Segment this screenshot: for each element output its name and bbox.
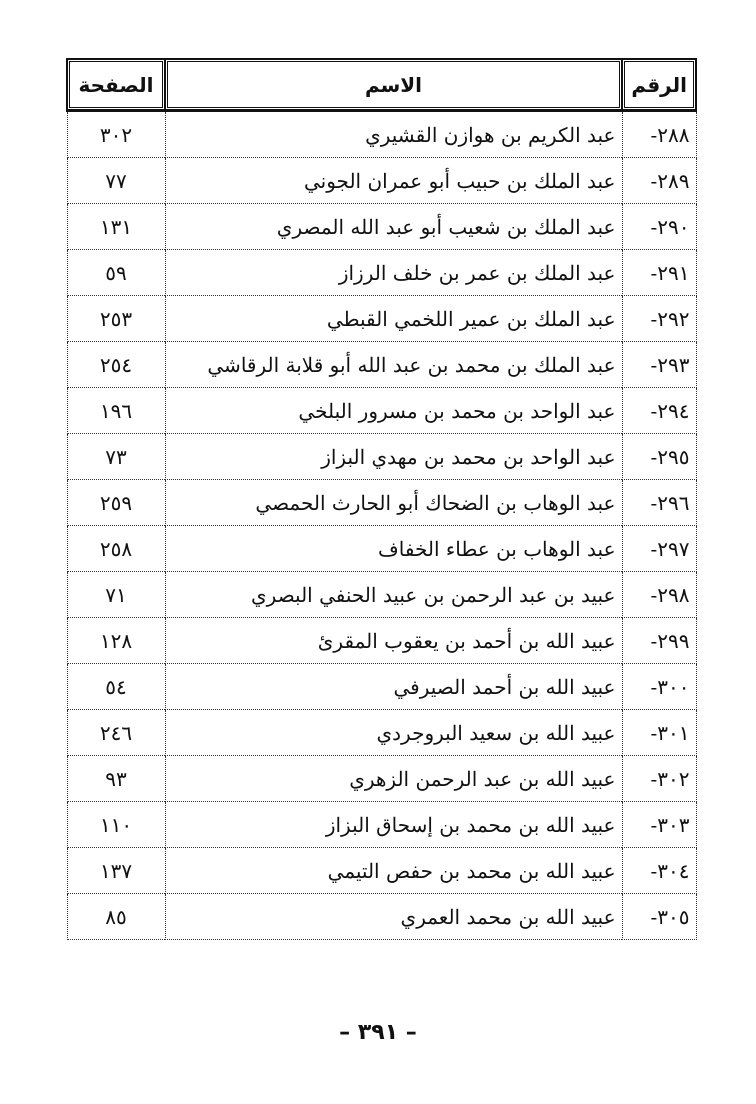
entry-page: ٢٥٣: [67, 296, 165, 342]
entry-name: عبد الملك بن عمر بن خلف الرزاز: [165, 250, 622, 296]
table-row: [67, 572, 696, 618]
entry-name: عبد الواحد بن محمد بن مسرور البلخي: [165, 388, 622, 434]
header-row: [67, 59, 696, 111]
entry-page: ١٩٦: [67, 388, 165, 434]
table-row: [67, 664, 696, 710]
table-row: [67, 802, 696, 848]
header-name: الاسم: [165, 59, 622, 111]
table-row: [67, 756, 696, 802]
entry-number: ٢٩٥-: [622, 434, 696, 480]
entry-number: ٣٠٠-: [622, 664, 696, 710]
entry-name: عبيد الله بن محمد بن إسحاق البزاز: [165, 802, 622, 848]
entry-name: عبيد الله بن محمد العمري: [165, 894, 622, 940]
table-body: [67, 111, 696, 940]
entry-page: ٧١: [67, 572, 165, 618]
entry-page: ١٢٨: [67, 618, 165, 664]
entry-name: عبيد الله بن أحمد الصيرفي: [165, 664, 622, 710]
header-number: الرقم: [622, 59, 696, 111]
entry-number: ٢٩٣-: [622, 342, 696, 388]
entry-number: ٢٨٩-: [622, 158, 696, 204]
table-row: [67, 480, 696, 526]
table-row: [67, 848, 696, 894]
entry-number: ٣٠٣-: [622, 802, 696, 848]
entry-number: ٣٠٥-: [622, 894, 696, 940]
names-index-table: [66, 58, 697, 940]
entry-page: ١٣٧: [67, 848, 165, 894]
entry-number: ٢٩٧-: [622, 526, 696, 572]
entry-page: ٨٥: [67, 894, 165, 940]
entry-number: ٢٩٤-: [622, 388, 696, 434]
entry-name: عبد الملك بن شعيب أبو عبد الله المصري: [165, 204, 622, 250]
entry-name: عبد الوهاب بن عطاء الخفاف: [165, 526, 622, 572]
table-row: [67, 342, 696, 388]
entry-page: ٢٤٦: [67, 710, 165, 756]
entry-number: ٣٠٤-: [622, 848, 696, 894]
entry-number: ٣٠١-: [622, 710, 696, 756]
table-row: [67, 894, 696, 940]
table-row: [67, 296, 696, 342]
entry-number: ٢٩١-: [622, 250, 696, 296]
page-number-footer: – ٣٩١ –: [339, 1020, 417, 1045]
entry-page: ٢٥٤: [67, 342, 165, 388]
table-row: [67, 618, 696, 664]
entry-name: عبيد بن عبد الرحمن بن عبيد الحنفي البصري: [165, 572, 622, 618]
entry-name: عبد الملك بن محمد بن عبد الله أبو قلابة الرقاشي: [165, 342, 622, 388]
entry-number: ٢٩٠-: [622, 204, 696, 250]
entry-name: عبيد الله بن محمد بن حفص التيمي: [165, 848, 622, 894]
entry-name: عبيد الله بن أحمد بن يعقوب المقرئ: [165, 618, 622, 664]
table-row: [67, 434, 696, 480]
entry-number: ٢٩٨-: [622, 572, 696, 618]
header-page: الصفحة: [67, 59, 165, 111]
table-row: [67, 526, 696, 572]
table-row: [67, 111, 696, 158]
entry-number: ٣٠٢-: [622, 756, 696, 802]
entry-name: عبيد الله بن سعيد البروجردي: [165, 710, 622, 756]
entry-name: عبد الوهاب بن الضحاك أبو الحارث الحمصي: [165, 480, 622, 526]
entry-page: ٩٣: [67, 756, 165, 802]
entry-number: ٢٨٨-: [622, 111, 696, 158]
entry-name: عبد الكريم بن هوازن القشيري: [165, 111, 622, 158]
entry-name: عبد الواحد بن محمد بن مهدي البزاز: [165, 434, 622, 480]
table-row: [67, 250, 696, 296]
entry-page: ١٣١: [67, 204, 165, 250]
table-row: [67, 158, 696, 204]
entry-name: عبد الملك بن عمير اللخمي القبطي: [165, 296, 622, 342]
entry-name: عبد الملك بن حبيب أبو عمران الجوني: [165, 158, 622, 204]
table-row: [67, 710, 696, 756]
table-row: [67, 204, 696, 250]
entry-number: ٢٩٩-: [622, 618, 696, 664]
table-row: [67, 388, 696, 434]
table-header: [67, 59, 696, 111]
entry-page: ٥٤: [67, 664, 165, 710]
entry-page: ٧٧: [67, 158, 165, 204]
entry-page: ٧٣: [67, 434, 165, 480]
entry-name: عبيد الله بن عبد الرحمن الزهري: [165, 756, 622, 802]
entry-page: ٢٥٨: [67, 526, 165, 572]
entry-page: ٥٩: [67, 250, 165, 296]
entry-page: ٢٥٩: [67, 480, 165, 526]
entry-page: ٣٠٢: [67, 111, 165, 158]
entry-number: ٢٩٦-: [622, 480, 696, 526]
entry-page: ١١٠: [67, 802, 165, 848]
entry-number: ٢٩٢-: [622, 296, 696, 342]
